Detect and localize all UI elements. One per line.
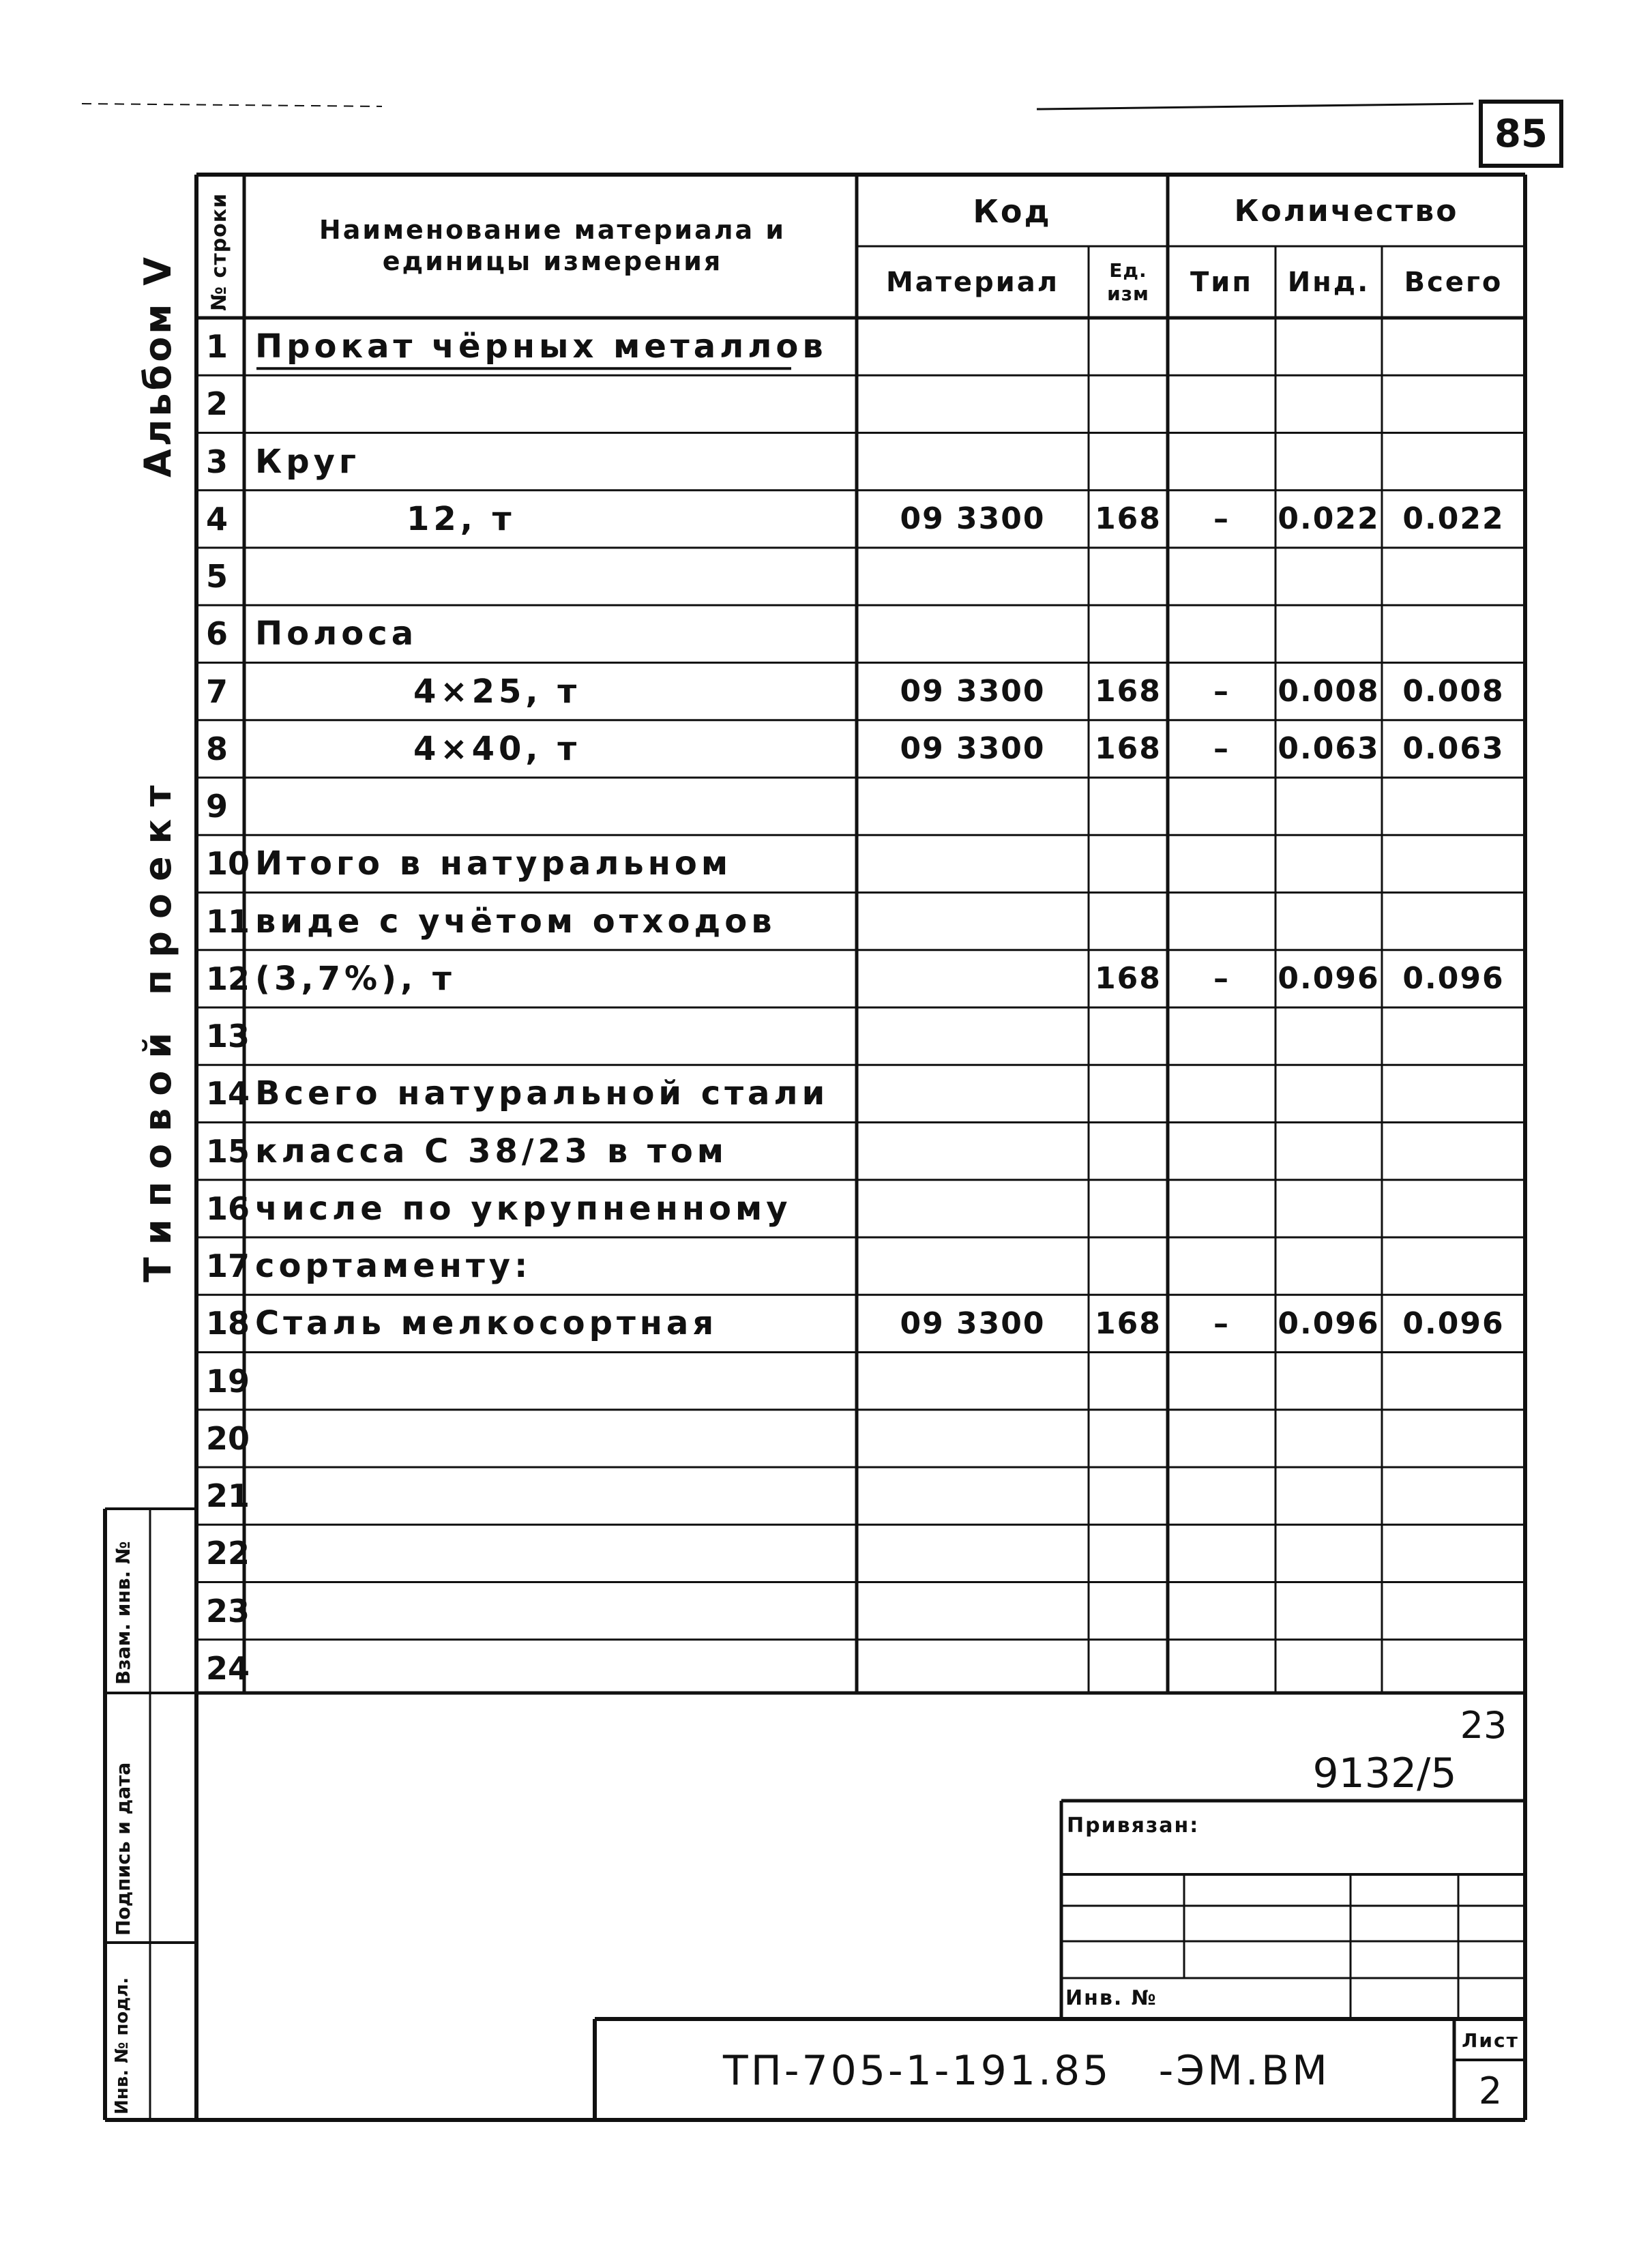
row-name: Всего натуральной стали [255,1074,829,1113]
row-unit-code [1089,1124,1168,1179]
row-number: 3 [206,443,228,480]
page-number: 23 [1460,1703,1507,1747]
header-row-number-text: № строки [207,192,231,311]
row-individual-qty [1275,779,1382,834]
row-name: 4×40, т [413,729,581,768]
header-row-number [199,177,243,316]
row-number: 20 [206,1419,250,1457]
row-total-qty: 0.096 [1402,961,1505,997]
row-name: Круг [255,442,360,481]
row-total-qty [1382,606,1525,661]
row-name [250,779,855,834]
row-unit-code [1089,606,1168,661]
row-type-qty [1168,606,1275,661]
stamp-inv: Инв. № подл. [112,1977,132,2114]
header-individual: Инд. [1287,267,1370,298]
row-number: 8 [206,730,228,767]
header-type: Тип [1190,267,1253,298]
row-name: 12, т [407,499,516,538]
header-name: Наименование материала и единицы измерения [319,215,786,276]
row-individual-qty [1275,836,1382,891]
header-quantity: Количество [1234,194,1459,229]
row-type-qty [1168,1124,1275,1179]
row-total-qty [1382,836,1525,891]
row-type-qty [1168,319,1275,374]
row-individual-qty [1275,1641,1382,1696]
row-name [250,377,855,431]
row-type-qty: – [1213,961,1230,997]
row-type-qty [1168,1009,1275,1063]
row-type-qty [1168,1239,1275,1293]
row-type-qty [1168,1641,1275,1696]
row-number: 11 [206,902,250,940]
row-material-code: 09 3300 [900,501,1046,537]
row-type-qty [1168,549,1275,604]
row-total-qty [1382,1526,1525,1580]
row-type-qty [1168,836,1275,891]
row-individual-qty [1275,1469,1382,1523]
row-total-qty [1382,1066,1525,1121]
sheet-label: Лист [1462,2029,1519,2052]
row-material-code [857,1526,1089,1580]
row-number: 18 [206,1305,250,1342]
row-name [250,1526,855,1580]
row-total-qty [1382,1124,1525,1179]
row-total-qty [1382,1009,1525,1063]
row-individual-qty [1275,1181,1382,1236]
row-type-qty [1168,1469,1275,1523]
row-total-qty: 0.008 [1402,674,1505,709]
header-material: Материал [885,267,1060,298]
row-name: Итого в натуральном [255,844,733,883]
row-name [250,1469,855,1523]
row-unit-code [1089,894,1168,949]
row-unit-code [1089,1584,1168,1638]
row-total-qty [1382,549,1525,604]
row-individual-qty [1275,1239,1382,1293]
row-individual-qty [1275,894,1382,949]
row-unit-code [1089,836,1168,891]
row-name: Прокат чёрных металлов [255,327,827,366]
row-type-qty [1168,1354,1275,1409]
row-name: сортаменту: [255,1247,532,1286]
row-type-qty: – [1213,674,1230,709]
row-total-qty [1382,894,1525,949]
row-unit-code: 168 [1095,501,1162,537]
stamp-vzam: Взам. инв. № [112,1541,134,1685]
row-unit-code [1089,1641,1168,1696]
row-total-qty [1382,1181,1525,1236]
row-total-qty [1382,1354,1525,1409]
row-type-qty [1168,1181,1275,1236]
row-material-code [857,1354,1089,1409]
row-number: 21 [206,1477,250,1515]
row-material-code [857,549,1089,604]
row-total-qty [1382,1469,1525,1523]
row-unit-code [1089,1181,1168,1236]
row-unit-code [1089,779,1168,834]
row-individual-qty: 0.096 [1278,1306,1380,1341]
row-total-qty: 0.096 [1402,1306,1505,1341]
row-material-code [857,606,1089,661]
row-total-qty [1382,434,1525,489]
row-material-code [857,1009,1089,1063]
order-number: 9132/5 [1312,1750,1457,1797]
row-type-qty [1168,1066,1275,1121]
row-unit-code [1089,319,1168,374]
row-unit-code: 168 [1095,674,1162,709]
row-name [250,1411,855,1466]
row-type-qty [1168,434,1275,489]
project-label: Типовой проект [136,773,179,1282]
row-material-code: 09 3300 [900,674,1046,709]
row-type-qty: – [1213,501,1230,537]
row-individual-qty: 0.063 [1278,731,1380,767]
row-unit-code [1089,1354,1168,1409]
row-type-qty: – [1213,731,1230,767]
stamp-sign: Подпись и дата [112,1762,134,1936]
row-number: 7 [206,673,228,710]
row-material-code [857,377,1089,431]
row-total-qty [1382,1239,1525,1293]
row-material-code [857,319,1089,374]
row-material-code [857,1239,1089,1293]
row-individual-qty [1275,549,1382,604]
row-name: виде с учётом отходов [255,902,776,941]
row-material-code [857,1641,1089,1696]
row-individual-qty [1275,1584,1382,1638]
row-unit-code [1089,1239,1168,1293]
row-name: Полоса [255,615,418,653]
row-individual-qty [1275,1526,1382,1580]
page-mark: 85 [1494,111,1548,156]
row-unit-code [1089,434,1168,489]
row-type-qty [1168,1411,1275,1466]
row-total-qty: 0.063 [1402,731,1505,767]
row-unit-code [1089,377,1168,431]
row-type-qty: – [1213,1306,1230,1341]
row-unit-code [1089,1526,1168,1580]
album-label: Альбом V [136,254,179,477]
row-number: 5 [206,558,228,595]
row-name: числе по укрупненному [255,1189,792,1228]
row-number: 12 [206,960,250,997]
row-type-qty [1168,894,1275,949]
row-number: 4 [206,500,228,537]
row-material-code: 09 3300 [900,731,1046,767]
row-name [250,1641,855,1696]
row-total-qty [1382,1641,1525,1696]
document-code: ТП-705-1-191.85 -ЭМ.ВМ [723,2047,1330,2095]
row-number: 19 [206,1362,250,1400]
row-unit-code [1089,1411,1168,1466]
row-individual-qty [1275,319,1382,374]
row-individual-qty: 0.096 [1278,961,1380,997]
row-total-qty [1382,319,1525,374]
row-number: 24 [206,1649,250,1687]
row-individual-qty: 0.022 [1278,501,1380,537]
row-unit-code [1089,1469,1168,1523]
row-material-code [857,1469,1089,1523]
row-material-code [857,1124,1089,1179]
row-number: 14 [206,1075,250,1112]
row-number: 16 [206,1190,250,1227]
row-individual-qty [1275,1009,1382,1063]
row-material-code [857,1411,1089,1466]
row-individual-qty [1275,1354,1382,1409]
row-number: 2 [206,385,228,423]
row-number: 9 [206,788,228,825]
row-name [250,1009,855,1063]
row-unit-code: 168 [1095,1306,1162,1341]
row-unit-code: 168 [1095,731,1162,767]
row-individual-qty [1275,1066,1382,1121]
row-name [250,1354,855,1409]
row-individual-qty: 0.008 [1278,674,1380,709]
row-total-qty [1382,1411,1525,1466]
row-number: 22 [206,1535,250,1572]
row-name: 4×25, т [413,672,581,711]
row-material-code [857,1181,1089,1236]
row-number: 1 [206,328,228,366]
row-total-qty [1382,779,1525,834]
inv-number-label: Инв. № [1065,1986,1157,2010]
row-material-code [857,434,1089,489]
privyazan-label: Привязан: [1067,1813,1200,1838]
row-material-code [857,894,1089,949]
row-total-qty [1382,377,1525,431]
row-number: 15 [206,1132,250,1170]
row-number: 10 [206,845,250,883]
row-type-qty [1168,1584,1275,1638]
row-total-qty [1382,1584,1525,1638]
row-material-code [857,1584,1089,1638]
sheet-number: 2 [1478,2069,1503,2112]
row-unit-code [1089,549,1168,604]
row-material-code [857,1066,1089,1121]
row-name: класса С 38/23 в том [255,1132,728,1170]
header-unit: Ед. изм [1107,259,1149,305]
row-individual-qty [1275,434,1382,489]
row-material-code [857,779,1089,834]
row-material-code [857,836,1089,891]
row-unit-code [1089,1066,1168,1121]
row-individual-qty [1275,606,1382,661]
row-name [250,1584,855,1638]
row-type-qty [1168,779,1275,834]
row-individual-qty [1275,1411,1382,1466]
row-name: Сталь мелкосортная [255,1304,718,1343]
row-type-qty [1168,377,1275,431]
row-unit-code: 168 [1095,961,1162,997]
row-type-qty [1168,1526,1275,1580]
row-total-qty: 0.022 [1402,501,1505,537]
row-number: 6 [206,615,228,653]
row-unit-code [1089,1009,1168,1063]
row-name [250,549,855,604]
row-number: 23 [206,1592,250,1630]
row-material-code: 09 3300 [900,1306,1046,1341]
row-name: (3,7%), т [255,959,456,998]
row-number: 17 [206,1248,250,1285]
row-individual-qty [1275,377,1382,431]
row-individual-qty [1275,1124,1382,1179]
row-material-code [857,952,1089,1006]
header-total: Всего [1404,267,1503,298]
row-number: 13 [206,1018,250,1055]
header-code: Код [973,193,1052,230]
